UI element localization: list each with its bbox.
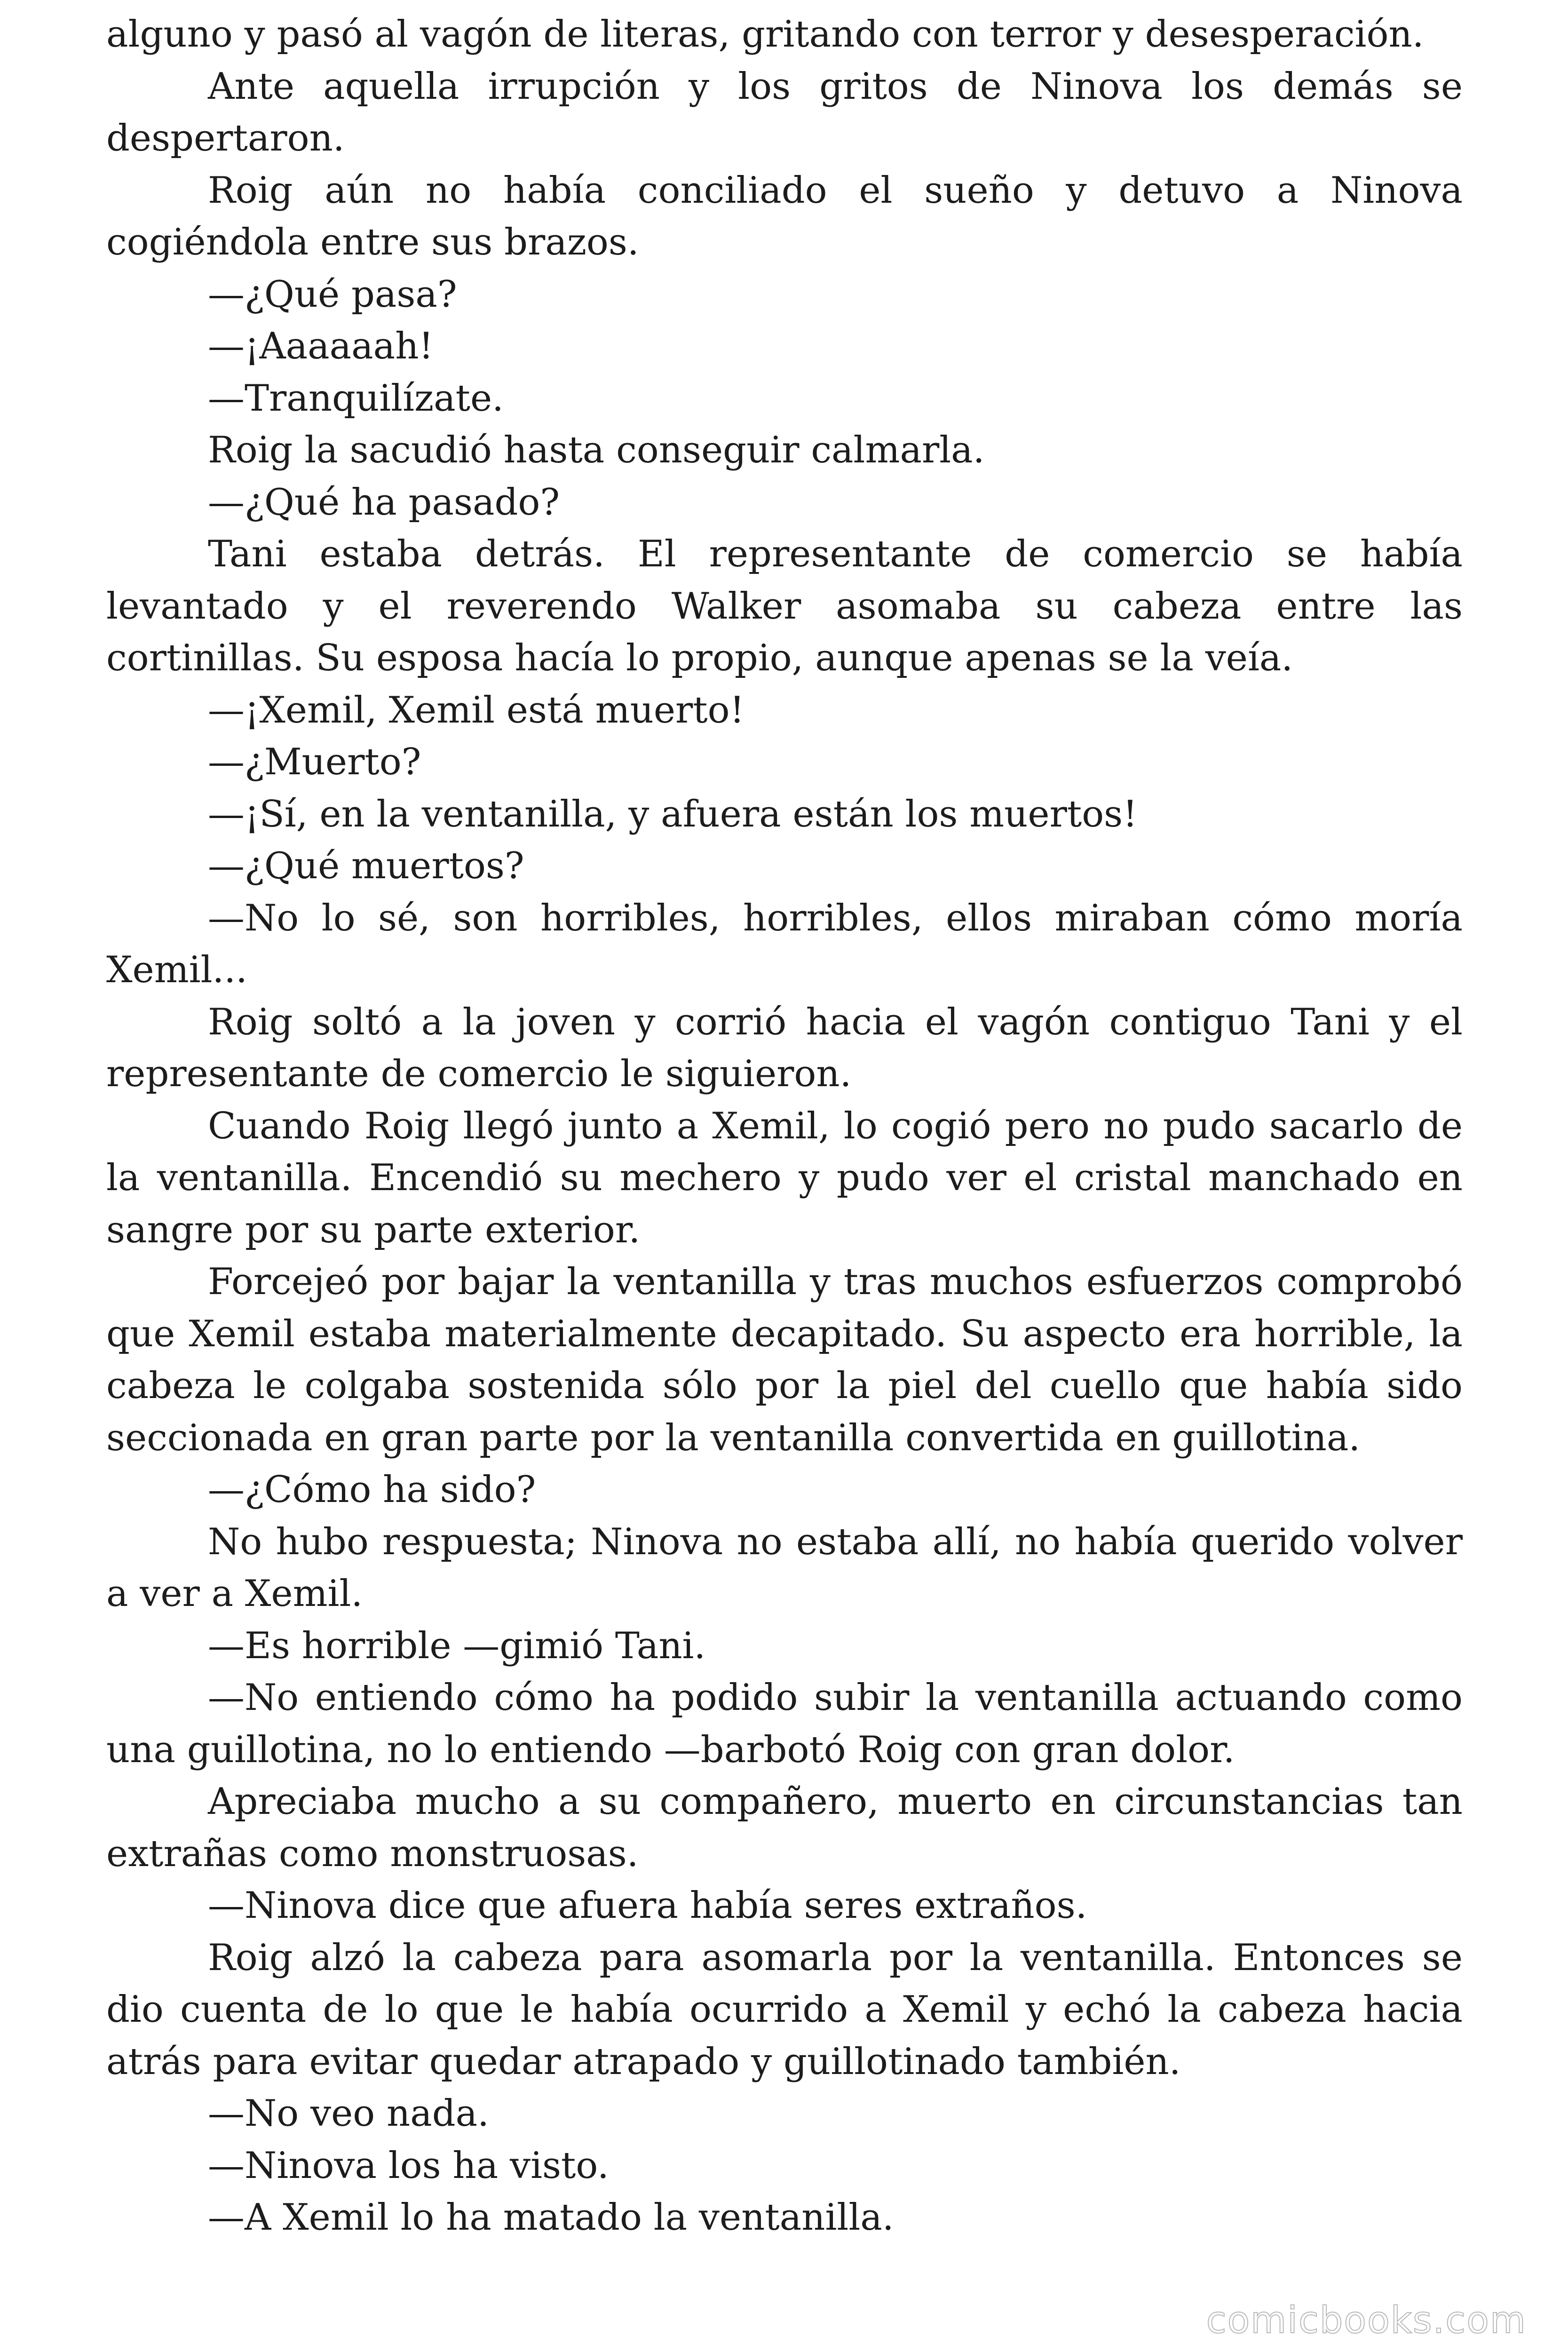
dialogue-line: —¡Aaaaaah! (208, 325, 434, 367)
dialogue-line: —A Xemil lo ha matado la ventanilla. (208, 2196, 894, 2239)
paragraph: Roig la sacudió hasta conseguir calmarla. (208, 429, 985, 471)
dialogue-line: —No entiendo cómo ha podido subir la ventanilla actuando como una guillotina, no lo entiendo —barbotó Roig con gran dolor. (106, 1677, 1463, 1771)
paragraph: Cuando Roig llegó junto a Xemil, lo cogió pero no pudo sacarlo de la ventanilla. Encendió su mechero y pudo ver el cristal manchado en sangre por su parte exterior. (106, 1104, 1463, 1251)
dialogue-line: —No lo sé, son horribles, horribles, ellos miraban cómo moría Xemil... (106, 897, 1463, 991)
paragraph: Apreciaba mucho a su compañero, muerto en circunstancias tan extrañas como monstruosas. (106, 1780, 1463, 1875)
paragraph: Forcejeó por bajar la ventanilla y tras muchos esfuerzos comprobó que Xemil estaba materialmente decapitado. Su aspecto era horrible, la cabeza le colgaba sostenida sólo por la piel del cuello que había sido seccionada en gran parte por la ventanilla convertida en guillotina. (106, 1261, 1463, 1459)
book-page-text (106, 8, 1463, 2244)
paragraph: Roig soltó a la joven y corrió hacia el vagón contiguo Tani y el representante de comercio le siguieron. (106, 1001, 1463, 1095)
dialogue-line: —¿Cómo ha sido? (208, 1469, 536, 1511)
dialogue-line: —Es horrible —gimió Tani. (208, 1624, 706, 1667)
paragraph: alguno y pasó al vagón de literas, gritando con terror y desesperación. (106, 13, 1424, 56)
dialogue-line: —Tranquilízate. (208, 377, 504, 420)
dialogue-line: —¡Sí, en la ventanilla, y afuera están los muertos! (208, 793, 1138, 835)
paragraph: Roig aún no había conciliado el sueño y detuvo a Ninova cogiéndola entre sus brazos. (106, 169, 1463, 263)
paragraph: No hubo respuesta; Ninova no estaba allí, no había querido volver a ver a Xemil. (106, 1520, 1463, 1615)
dialogue-line: —Ninova los ha visto. (208, 2144, 609, 2187)
dialogue-line: —¿Qué pasa? (208, 273, 457, 316)
dialogue-line: —¿Muerto? (208, 741, 421, 783)
dialogue-line: —No veo nada. (208, 2092, 489, 2135)
dialogue-line: —Ninova dice que afuera había seres extraños. (208, 1884, 1087, 1927)
paragraph: Roig alzó la cabeza para asomarla por la ventanilla. Entonces se dio cuenta de lo que le había ocurrido a Xemil y echó la cabeza hacia atrás para evitar quedar atrapado y guillotinado también. (106, 1936, 1463, 2083)
dialogue-line: —¿Qué muertos? (208, 845, 524, 887)
dialogue-line: —¡Xemil, Xemil está muerto! (208, 689, 744, 731)
watermark: comicbooks.com (1206, 2299, 1527, 2342)
paragraph: Tani estaba detrás. El representante de comercio se había levantado y el reverendo Walker asomaba su cabeza entre las cortinillas. Su esposa hacía lo propio, aunque apenas se la veía. (106, 533, 1463, 679)
paragraph: Ante aquella irrupción y los gritos de Ninova los demás se despertaron. (106, 65, 1463, 159)
dialogue-line: —¿Qué ha pasado? (208, 481, 560, 524)
